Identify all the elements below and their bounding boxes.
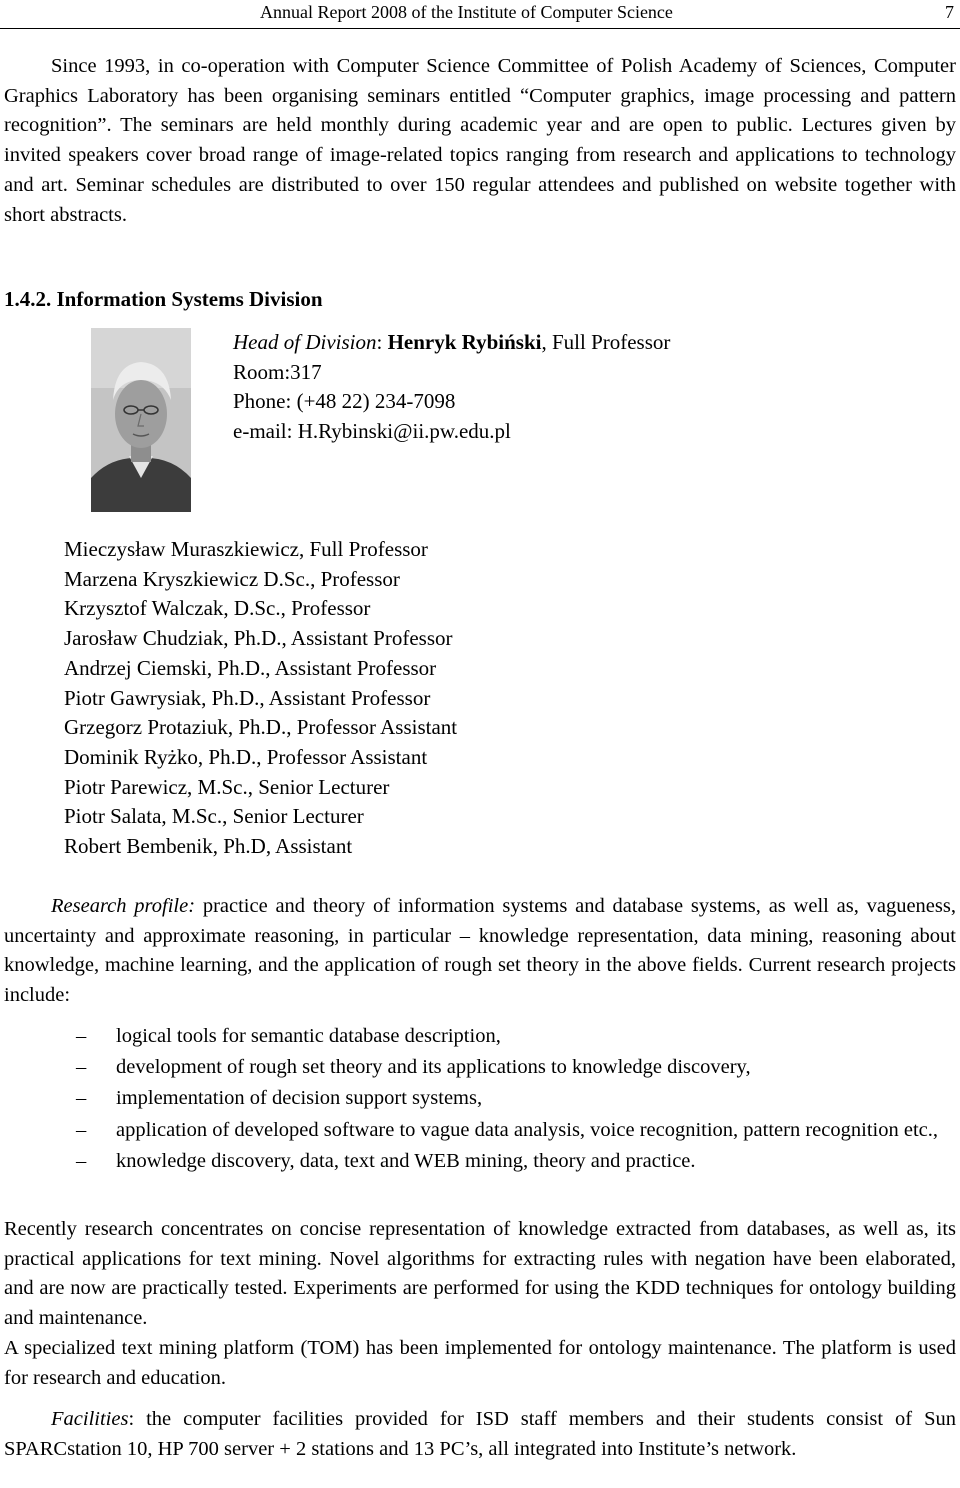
staff-member: Dominik Ryżko, Ph.D., Professor Assistant <box>64 744 428 769</box>
project-text: implementation of decision support systems, <box>116 1087 483 1110</box>
dash-bullet-icon: – <box>76 1087 87 1110</box>
facilities-label: Facilities <box>51 1408 129 1430</box>
facilities-paragraph <box>4 1405 956 1464</box>
recent-research-paragraph: Recently research concentrates on concise representation of knowledge extracted from databases, as well as, its practical applications for text mining. Novel algorithms for extracting rules with negation have been elaborated, and are now are practically tested. Experiments are performed for using the KDD techniques for ontology building and maintenance. <box>4 1218 956 1330</box>
project-text: knowledge discovery, data, text and WEB mining, theory and practice. <box>116 1149 696 1172</box>
head-role-label: Head of Division <box>233 330 377 354</box>
staff-member: Krzysztof Walczak, D.Sc., Professor <box>64 596 371 621</box>
staff-member: Piotr Salata, M.Sc., Senior Lecturer <box>64 804 364 829</box>
dash-bullet-icon: – <box>76 1025 87 1047</box>
staff-member: Marzena Kryszkiewicz D.Sc., Professor <box>64 566 400 591</box>
project-item <box>4 1053 956 1083</box>
facilities-text: : the computer facilities provided for ISD staff members and their students consist of Sun SPARCstation 10, HP 700 server + 2 stations and 13 PC’s, all integrated into Institute’s network. <box>4 1408 956 1460</box>
head-email: e-mail: H.Rybinski@ii.pw.edu.pl <box>233 418 511 443</box>
head-phone: Phone: (+48 22) 234-7098 <box>233 389 456 413</box>
page-number: 7 <box>945 2 954 22</box>
head-name: Henryk Rybiński <box>387 330 542 354</box>
portrait-illustration <box>91 328 191 512</box>
research-profile-paragraph <box>4 892 956 1011</box>
head-title: , Full Professor <box>541 330 671 354</box>
staff-member: Grzegorz Protaziuk, Ph.D., Professor Assistant <box>64 715 458 740</box>
project-item <box>4 1116 956 1146</box>
projects-list <box>4 1022 956 1178</box>
page-header <box>0 0 960 29</box>
dash-bullet-icon: – <box>76 1149 87 1172</box>
project-text: application of developed software to vague data analysis, voice recognition, pattern recognition etc., <box>116 1118 938 1141</box>
head-name-line: Head of Division: Henryk Rybiński, Full Professor <box>233 330 671 354</box>
head-room: Room:317 <box>233 359 322 384</box>
staff-member: Piotr Gawrysiak, Ph.D., Assistant Professor <box>64 685 431 710</box>
research-profile-label: Research profile: <box>51 895 196 917</box>
tom-platform-paragraph: A specialized text mining platform (TOM) has been implemented for ontology maintenance. The platform is used for research and education. <box>4 1337 956 1389</box>
staff-member: Mieczysław Muraszkiewicz, Full Professor <box>64 537 428 561</box>
intro-paragraph: Since 1993, in co-operation with Computer Science Committee of Polish Academy of Sciences, Computer Graphics Laboratory has been organising seminars entitled “Computer graphics, image processing and pattern recognition”. The seminars are held monthly during academic year and are open to public. Lectures given by invited speakers cover broad range of image-related topics ranging from research and applications to technology and art. Seminar schedules are distributed to over 150 regular attendees and published on website together with short abstracts. <box>4 55 956 226</box>
head-of-division-info <box>233 328 670 446</box>
project-text: logical tools for semantic database description, <box>116 1025 501 1047</box>
project-item <box>4 1084 956 1114</box>
project-text: development of rough set theory and its applications to knowledge discovery, <box>116 1056 751 1079</box>
staff-list <box>64 535 457 862</box>
research-profile-text: practice and theory of information systems and database systems, as well as, vagueness, uncertainty and approximate reasoning, in particular – knowledge representation, data mining, reasoning about knowledge, machine learning, and the application of rough set theory in the above fields. Current research projects include: <box>4 895 956 1007</box>
section-heading: 1.4.2. Information Systems Division <box>4 287 323 311</box>
staff-member: Robert Bembenik, Ph.D, Assistant <box>64 834 353 859</box>
project-item <box>4 1147 956 1177</box>
header-title: Annual Report 2008 of the Institute of Computer Science <box>260 2 673 22</box>
head-portrait-photo <box>91 328 191 512</box>
dash-bullet-icon: – <box>76 1118 87 1141</box>
staff-member: Piotr Parewicz, M.Sc., Senior Lecturer <box>64 774 390 799</box>
dash-bullet-icon: – <box>76 1056 87 1079</box>
project-item <box>4 1022 956 1052</box>
staff-member: Jarosław Chudziak, Ph.D., Assistant Professor <box>64 626 453 651</box>
staff-member: Andrzej Ciemski, Ph.D., Assistant Professor <box>64 655 437 680</box>
